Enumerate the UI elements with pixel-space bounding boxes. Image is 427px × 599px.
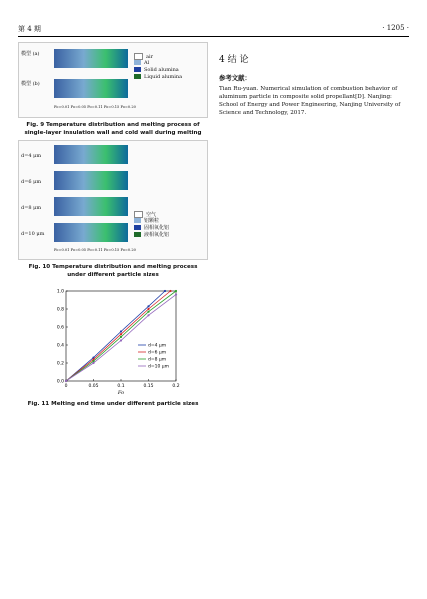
fig10-ticks: Fo=0.01 Fo=0.05 Fo=0.11 Fo=0.15 Fo=0.20 <box>54 248 136 252</box>
data-point <box>175 294 177 296</box>
reference-item: Tian Ru-yuan. Numerical simulation of combustion behavior of aluminum particle in composite solid propellant[D]. Nanjing: School of Energy and Power Engineering, Nanjing University of Science and Technology, 2017. <box>219 86 401 116</box>
legend-air-cn: 空气 <box>146 212 157 218</box>
data-point <box>65 380 67 382</box>
legend-label: d=10 μm <box>148 364 170 370</box>
running-header <box>18 22 409 37</box>
fig11-chart <box>44 285 184 397</box>
legend-label: d=8 μm <box>148 357 167 363</box>
fig9-ylabel-b: 模型 (b) <box>21 81 40 87</box>
y-tick-label: 0.4 <box>56 343 64 349</box>
fig11-caption-en: Fig. 11 Melting end time under different particle sizes <box>27 401 199 407</box>
y-tick-label: 0.6 <box>56 325 64 331</box>
data-point <box>120 336 122 338</box>
fig11-chart-svg <box>44 285 184 397</box>
fig10-label-d8: d=8 μm <box>21 205 42 211</box>
x-tick-label: 0.1 <box>117 384 125 389</box>
legend-label: d=6 μm <box>148 350 167 356</box>
references-title: 参考文献： <box>219 74 251 82</box>
legend-al-cn: 铝颗粒 <box>144 218 160 224</box>
data-point <box>175 290 177 292</box>
data-point <box>120 333 122 335</box>
data-point <box>164 290 166 292</box>
y-tick-label: 0.2 <box>56 361 64 367</box>
fig10-strip <box>54 197 128 216</box>
legend-solid-alumina: Solid alumina <box>144 67 179 73</box>
fig9-strip-b <box>54 79 128 98</box>
fig9-strip-a <box>54 49 128 68</box>
left-column <box>18 42 208 411</box>
fig10-label-d4: d=4 μm <box>21 153 42 159</box>
legend-solid-cn: 固相氧化铝 <box>144 225 170 231</box>
figure-10 <box>18 140 208 260</box>
fig10-legend <box>134 211 169 239</box>
data-point <box>92 362 94 364</box>
legend-liquid-alumina: Liquid alumina <box>144 74 183 80</box>
data-point <box>120 339 122 341</box>
x-tick-label: 0.2 <box>172 384 180 389</box>
y-tick-label: 1.0 <box>56 289 64 295</box>
legend-liquid-cn: 液相氧化铝 <box>144 232 170 238</box>
x-tick-label: 0.15 <box>143 384 154 389</box>
fig9-legend <box>134 53 182 81</box>
data-point <box>147 305 149 307</box>
right-column <box>219 42 409 118</box>
page-number: · 1205 · <box>382 24 409 32</box>
data-point <box>120 330 122 332</box>
x-tick-label: 0.05 <box>88 384 99 389</box>
y-tick-label: 0.8 <box>56 307 64 313</box>
fig9-caption-en: Fig. 9 Temperature distribution and melting process of single-layer insulation wall and cold wall during melting <box>24 122 202 136</box>
data-point <box>147 308 149 310</box>
legend-al: Al <box>144 60 150 66</box>
data-point <box>147 311 149 313</box>
legend-label: d=4 μm <box>148 343 167 349</box>
x-tick-label: 0 <box>64 384 68 389</box>
data-point <box>169 290 171 292</box>
fig9-ticks: Fo=0.01 Fo=0.05 Fo=0.11 Fo=0.15 Fo=0.20 <box>54 105 136 109</box>
figure-9 <box>18 42 208 118</box>
fig10-strip <box>54 171 128 190</box>
fig10-strip <box>54 223 128 242</box>
section-heading: 4 结 论 <box>219 55 249 65</box>
fig10-label-d6: d=6 μm <box>21 179 42 185</box>
data-point <box>147 314 149 316</box>
fig10-strip <box>54 145 128 164</box>
fig9-ylabel-a: 模型 (a) <box>21 51 40 57</box>
fig10-label-d10: d=10 μm <box>21 231 45 237</box>
fig10-caption-en: Fig. 10 Temperature distribution and melting process under different particle sizes <box>28 264 198 278</box>
issue-number: 第 4 期 <box>18 25 41 33</box>
x-axis-label: Fo <box>117 390 125 396</box>
y-tick-label: 0.0 <box>56 379 64 385</box>
legend-air: air <box>146 54 153 60</box>
